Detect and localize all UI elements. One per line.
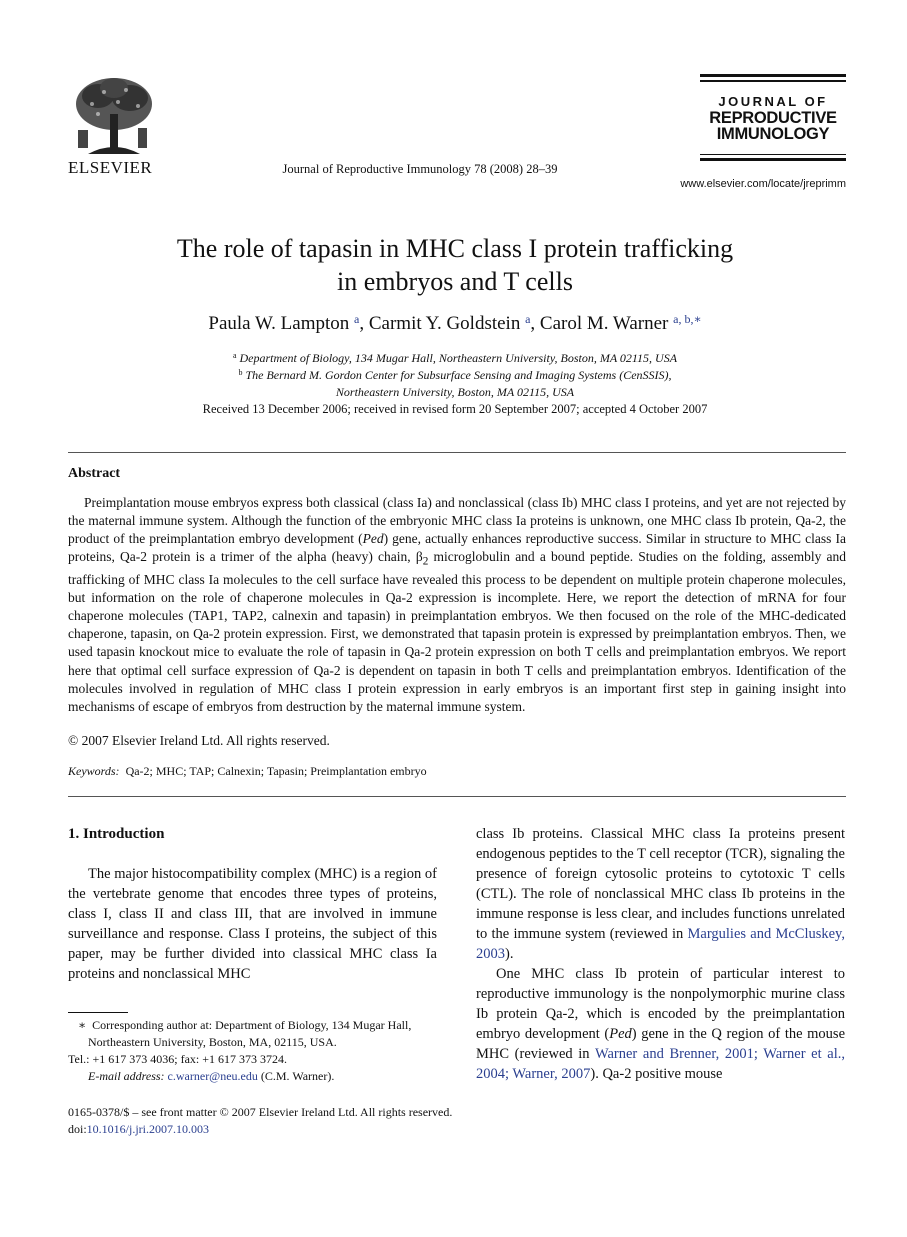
intro-col1-text: The major histocompatibility complex (MHC) is a region of the vertebrate genome that encodes three types of proteins, class I, class II and class III, that are involved in immune surveillance and response. Class I proteins, the subject of this paper, may be further divided into classical MHC class Ia proteins and nonclassical MHC bbox=[68, 866, 437, 982]
brand-rule bbox=[700, 154, 846, 156]
abstract-part: ) gene, actually enhances reproductive success. Similar in structure to MHC class Ia proteins, Qa-2 protein is a trimer of the alpha (heavy) chain, β bbox=[68, 531, 846, 565]
brand-rule bbox=[700, 80, 846, 82]
article-title bbox=[80, 232, 830, 298]
footnote-email-line bbox=[68, 1068, 448, 1085]
email-owner: (C.M. Warner). bbox=[260, 1069, 335, 1083]
email-label: E-mail address: bbox=[88, 1069, 165, 1083]
brand-line-1: JOURNAL OF bbox=[718, 93, 828, 109]
footnote-phone: Tel.: +1 617 373 4036; fax: +1 617 373 3724. bbox=[68, 1052, 288, 1066]
affiliation-text: The Bernard M. Gordon Center for Subsurface Sensing and Imaging Systems (CenSSIS), bbox=[245, 368, 672, 382]
keywords-text: Qa-2; MHC; TAP; Calnexin; Tapasin; Preimplantation embryo bbox=[125, 764, 427, 778]
author-name: Carol M. Warner bbox=[539, 313, 669, 334]
affiliation-text: Northeastern University, Boston, MA 02115, USA bbox=[335, 385, 575, 399]
author-name: Carmit Y. Goldstein bbox=[368, 313, 521, 334]
keywords-label: Keywords: bbox=[68, 764, 120, 778]
section-heading: 1. Introduction bbox=[68, 826, 165, 842]
elsevier-tree-icon bbox=[68, 74, 160, 156]
abstract-gene: Ped bbox=[362, 531, 384, 547]
footnote-text: Corresponding author at: Department of Biology, 134 Mugar Hall, Northeastern University, Boston, MA, 02115, USA. bbox=[88, 1018, 412, 1049]
doi-link[interactable]: 10.1016/j.jri.2007.10.003 bbox=[86, 1122, 210, 1136]
issn-line: 0165-0378/$ – see front matter © 2007 Elsevier Ireland Ltd. All rights reserved. bbox=[68, 1105, 453, 1119]
abstract-text bbox=[68, 494, 846, 716]
elsevier-logo bbox=[68, 74, 160, 178]
footnote-corresponding bbox=[68, 1017, 448, 1051]
journal-citation: Journal of Reproductive Immunology 78 (2008) 28–39 bbox=[282, 162, 558, 176]
received-dates: Received 13 December 2006; received in revised form 20 September 2007; accepted 4 October 2007 bbox=[202, 402, 708, 416]
brand-line-2: REPRODUCTIVE bbox=[709, 108, 837, 127]
journal-logo-text bbox=[700, 94, 846, 142]
divider bbox=[68, 452, 846, 453]
divider bbox=[68, 796, 846, 797]
affiliation-b bbox=[80, 364, 830, 401]
doi-label: doi: bbox=[68, 1122, 87, 1136]
intro-text: ) gene in the Q region of the mouse MHC (reviewed in bbox=[476, 1026, 846, 1062]
intro-text: ). bbox=[505, 946, 514, 962]
citation-link[interactable]: Margulies and McCluskey, 2003 bbox=[476, 926, 845, 962]
keywords bbox=[68, 764, 427, 779]
abstract-part: microglobulin and a bound peptide. Studies on the folding, assembly and trafficking of MHC class Ia molecules to the cell surface have revealed this process to be dependent on multiple protein chaperone molecules, but information on the role of chaperone molecules in Qa-2 expression is incomplete. Here, we report the detection of mRNA for four chaperone molecules (TAP1, TAP2, calnexin and tapasin) in preimplantation embryos. We then focused on the role of the MHC-dedicated chaperone, tapasin, on Qa-2 protein expression. First, we demonstrated that tapasin protein is expressed by preimplantation embryos. Then, we used tapasin knockout mice to evaluate the role of tapasin in Qa-2 protein expression on both T cells and preimplantation embryos. We report here that optimal cell surface expression of Qa-2 is dependent on tapasin in both T cells and preimplantation embryos. Identification of the molecules involved in regulation of MHC class I protein expression in early embryos is an important first step in gaining insight into mechanisms of escape of embryos from destruction by the maternal immune system. bbox=[68, 549, 846, 714]
affiliation-mark: b bbox=[238, 368, 243, 377]
intro-col2-para2 bbox=[476, 964, 845, 1084]
footnote-rule bbox=[68, 1012, 128, 1013]
publisher-name: ELSEVIER bbox=[68, 158, 153, 177]
intro-text: One MHC class Ib protein of particular interest to reproductive immunology is the nonpolymorphic murine class Ib protein Qa-2, which is encoded by the preimplantation embryo development ( bbox=[476, 966, 845, 1042]
title-line-2: in embryos and T cells bbox=[337, 267, 573, 296]
abstract-part: Preimplantation mouse embryos express both classical (class Ia) and nonclassical (class Ib) MHC class I proteins, and yet are not rejected by the maternal immune system. Although the function of the embryonic MHC class Ia proteins is unknown, one MHC class Ib protein, Qa-2, the product of the preimplantation embryo development ( bbox=[68, 495, 846, 547]
author-affiliation-mark[interactable]: a bbox=[525, 312, 531, 326]
footnote-star: ∗ bbox=[78, 1018, 87, 1032]
intro-text: class Ib proteins. Classical MHC class Ia proteins present endogenous peptides to the T cell receptor (TCR), signaling the presence of foreign cytosolic proteins to cytotoxic T cells (CTL). The role of nonclassical MHC class Ib proteins in the immune response is less clear, and includes functions unrelated to the immune system (reviewed in bbox=[476, 826, 845, 942]
journal-url[interactable]: www.elsevier.com/locate/jreprimm bbox=[680, 178, 846, 190]
author-list: Paula W. Lampton $^a$, Carmit Y. Goldstein $^a$, Carol M. Warner $^{a, b,∗}$ bbox=[208, 312, 702, 334]
brand-rule bbox=[700, 74, 846, 77]
brand-rule bbox=[700, 158, 846, 161]
citation-link[interactable]: Warner and Brenner, 2001; Warner et al., 2004; Warner, 2007 bbox=[476, 1046, 845, 1082]
author-affiliation-mark[interactable]: a bbox=[354, 312, 360, 326]
title-line-1: The role of tapasin in MHC class I protein trafficking bbox=[176, 234, 734, 263]
doi-line bbox=[68, 1121, 452, 1138]
abstract-copyright: © 2007 Elsevier Ireland Ltd. All rights reserved. bbox=[68, 733, 330, 748]
abstract-heading: Abstract bbox=[68, 466, 121, 481]
abstract-subscript: 2 bbox=[422, 555, 429, 568]
brand-line-3: IMMUNOLOGY bbox=[716, 124, 830, 143]
author-name: Paula W. Lampton bbox=[208, 313, 350, 334]
footnote bbox=[68, 1017, 448, 1085]
author-affiliation-mark[interactable]: a, b,∗ bbox=[673, 312, 702, 326]
bottom-info bbox=[68, 1104, 452, 1138]
email-link[interactable]: c.warner@neu.edu bbox=[167, 1069, 258, 1083]
intro-gene: Ped bbox=[609, 1026, 632, 1042]
intro-col2-para1 bbox=[476, 824, 845, 964]
journal-brand bbox=[700, 74, 846, 164]
intro-text: ). Qa-2 positive mouse bbox=[590, 1066, 723, 1082]
affiliation-text: Department of Biology, 134 Mugar Hall, Northeastern University, Boston, MA 02115, USA bbox=[239, 351, 678, 365]
affiliation-mark: a bbox=[232, 351, 237, 360]
